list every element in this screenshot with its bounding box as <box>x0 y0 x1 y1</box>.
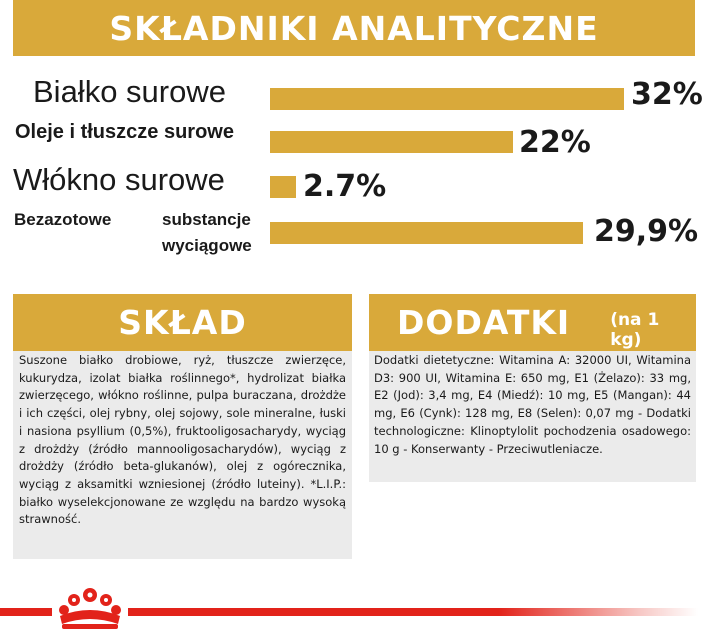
nutrient-bar <box>270 176 296 198</box>
nutrient-bar <box>270 88 624 110</box>
nutrient-value: 2.7% <box>303 169 387 204</box>
nutrient-bar <box>270 222 583 244</box>
analytical-banner <box>13 0 695 56</box>
additives-header <box>369 294 696 351</box>
footer-line-left <box>0 608 52 616</box>
nutrient-bar <box>270 131 513 153</box>
page-title: SKŁADNIKI ANALITYCZNE <box>109 8 599 48</box>
composition-title: SKŁAD <box>118 303 247 342</box>
nutrient-label: Białko surowe <box>33 74 226 109</box>
composition-panel <box>13 351 352 559</box>
nutrient-label: substancje <box>162 210 251 229</box>
nutrient-label: Bezazotowe <box>14 210 112 229</box>
royal-canin-crown-icon <box>52 588 128 630</box>
nutrient-label: wyciągowe <box>162 236 252 255</box>
nutrient-value: 32% <box>631 77 703 112</box>
nutrient-label: Oleje i tłuszcze surowe <box>15 121 234 143</box>
additives-subtitle: (na 1 kg) <box>610 309 660 350</box>
additives-title: DODATKI <box>397 303 571 342</box>
additives-text: Dodatki dietetyczne: Witamina A: 32000 UI, Witamina D3: 900 UI, Witamina E: 650 mg, E1 (Żelazo): 33 mg, E2 (Jod): 3,4 mg, E4 (Miedź): 10 mg, E5 (Mangan): 44 mg, E6 (Cynk): 128 mg, E8 (Selen): 0,07 mg - Dodatki technologiczne: Klinoptylolit pochodzenia osadowego: 10 g - Konserwanty - Przeciwutleniacze. <box>374 353 691 456</box>
footer-line-right <box>128 608 698 616</box>
composition-text: Suszone białko drobiowe, ryż, tłuszcze zwierzęce, kukurydza, izolat białka roślinnego*, hydrolizat białka zwierzęcego, włókno roślinne, pulpa buraczana, drożdże i ich części, olej rybny, olej sojowy, sole mineralne, łuski i nasiona psyllium (0,5%), fruktooligosacharydy, wyciąg z drożdży (źródło mannooligosacharydów), wyciąg z drożdży (źródło beta-glukanów), olej z ogórecznika, wyciąg z aksamitki wzniesionej (źródło luteiny). *L.I.P.: białko wyselekcjonowane ze względu na bardzo wysoką strawność. <box>19 353 346 527</box>
additives-panel <box>369 351 696 482</box>
nutrient-value: 29,9% <box>594 214 699 249</box>
composition-header <box>13 294 352 351</box>
nutrient-label: Włókno surowe <box>13 162 225 197</box>
nutrient-value: 22% <box>519 125 591 160</box>
